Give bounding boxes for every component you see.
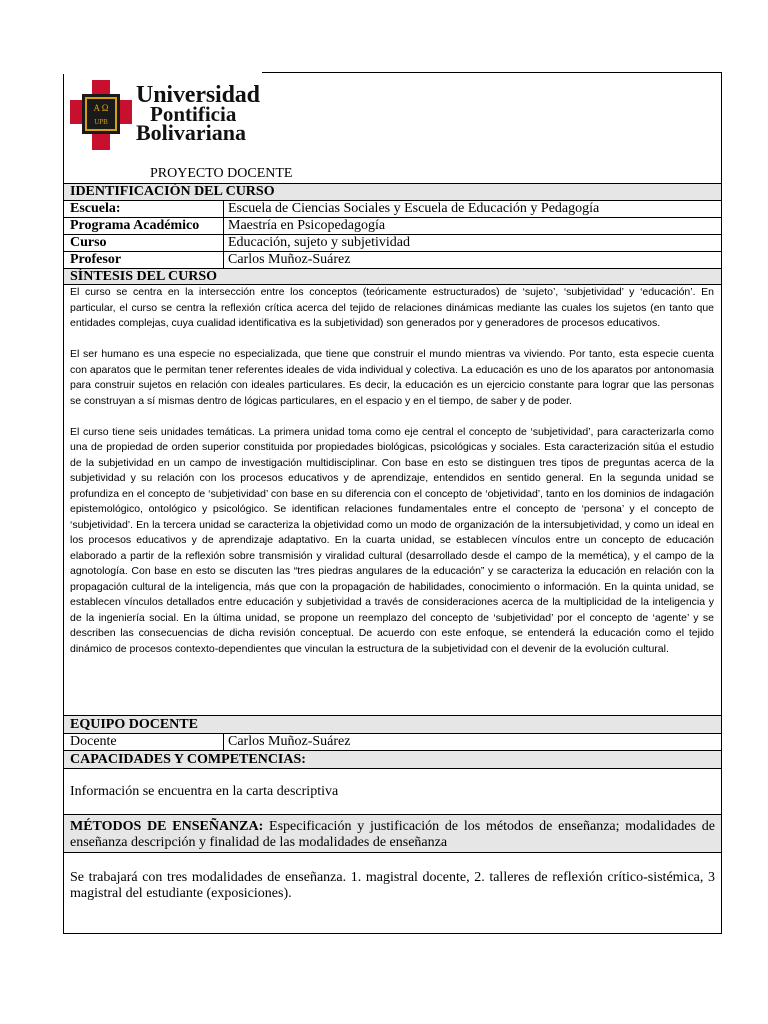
metodos-text: Se trabajará con tres modalidades de enseñanza. 1. magistral docente, 2. talleres de reflexión crítico-sistémica, 3 magistral del estudiante (exposiciones). [64, 852, 721, 933]
row-label: Docente [64, 734, 224, 750]
capacidades-header: CAPACIDADES Y COMPETENCIAS: [64, 750, 721, 768]
metodos-header-row [64, 814, 721, 852]
equipo-header: EQUIPO DOCENTE [64, 715, 721, 733]
table-row [64, 234, 721, 251]
logo-seal-text: UPB [94, 118, 108, 126]
sintesis-body [64, 284, 721, 715]
document-title: PROYECTO DOCENTE [150, 166, 293, 181]
svg-text:A Ω: A Ω [93, 103, 109, 113]
row-label: Programa Académico [64, 218, 224, 234]
row-value: Educación, sujeto y subjetividad [228, 235, 410, 250]
logo-line-2: Pontificia [150, 102, 237, 126]
sintesis-paragraph: El curso tiene seis unidades temáticas. La primera unidad toma como eje central el concepto de ‘subjetividad’, para caracterizarla como una de propiedad de orden superior constituida por propiedades biológicas, psicológicas y sociales. Esta caracterización sitúa el estudio de la subjetividad en un campo de investigación multidisciplinar. Con base en esto se distinguen tres tipos de preguntas acerca de la subjetividad y su relación con los procesos educativos y de aprendizaje, entendidos en sentido general. En la segunda unidad se profundiza en el concepto de ‘subjetividad’ con base en su diferencia con el concepto de ‘objetividad’, tanto en los dominios de indagación epistemológico, ontológico y psicológico. Se identifican relaciones fundamentales entre el concepto de ‘persona’ y el concepto de ‘subjetividad’. En la tercera unidad se caracteriza la objetividad como un modo de organización de la intersubjetividad, y como un ideal en los procesos educativos y de aprendizaje adaptativo. En la cuarta unidad, se establecen vínculos entre un concepto de educación elaborado a partir de la reflexión sobre transmisión y viralidad cultural (desarrollado desde el campo de la memética), y el campo de la agnotología. Con base en esto se discuten las “tres piedras angulares de la educación” y se caracteriza la educación en relación con la propagación cultural de la inteligencia, más que con la propagación de habilidades, conocimiento o información. En la quinta unidad, se establecen vínculos detallados entre educación y subjetividad a través de consideraciones acerca de la multiplicidad de la inteligencia y de la ingeniería social. En la última unidad, se propone un reemplazo del concepto de ‘subjetividad’ por el concepto de ‘agente’ y se describen las consecuencias de dicha revisión conceptual. De acuerdo con este enfoque, se entenderá la educación como el tejido dinámico de procesos contexto-dependientes que vinculan la estructura de la subjetividad con el devenir de la evolución cultural. [70, 425, 714, 655]
row-value: Maestría en Psicopedagogía [228, 218, 386, 233]
capacidades-text: Información se encuentra en la carta descriptiva [64, 768, 721, 814]
row-value: Escuela de Ciencias Sociales y Escuela de Educación y Pedagogía [228, 201, 600, 216]
row-label: Curso [64, 235, 224, 251]
table-row [64, 200, 721, 217]
university-logo [70, 78, 270, 156]
logo-line-1: Universidad [136, 82, 260, 108]
sintesis-paragraph: El curso se centra en la intersección entre los conceptos (teóricamente estructurados) de ‘sujeto’, ‘subjetividad’ y ‘educación’. En particular, el curso se centra la reflexión crítica acerca del tejido de relaciones dinámicas mediante las cuales los sujetos (en tanto que entidades complejas, cuya cualidad identificativa es la subjetividad) son generados por y generadores de procesos educativos. [70, 286, 714, 329]
logo-graphic [70, 78, 270, 156]
sintesis-header: SÍNTESIS DEL CURSO [64, 268, 721, 284]
metodos-description: Especificación y justificación de los métodos de enseñanza; modalidades de enseñanza descripción y finalidad de las modalidades de enseñanza [70, 819, 716, 850]
row-value: Carlos Muñoz-Suárez [228, 252, 351, 267]
logo-line-3: Bolivariana [136, 120, 247, 145]
metodos-header: MÉTODOS DE ENSEÑANZA: [70, 819, 264, 834]
row-value: Carlos Muñoz-Suárez [228, 734, 351, 749]
table-row [64, 733, 721, 750]
table-row [64, 217, 721, 234]
logo-seal-icon [70, 80, 132, 150]
row-label: Escuela: [64, 201, 224, 217]
row-label: Profesor [64, 252, 224, 268]
table-row [64, 251, 721, 268]
identificacion-header: IDENTIFICACIÓN DEL CURSO [64, 183, 721, 200]
logo-backing [63, 71, 262, 74]
sintesis-paragraph: El ser humano es una especie no especializada, que tiene que construir el mundo mientras va viviendo. Por tanto, esta especie cuenta con aparatos que le permitan tener referentes ideales de vida individual y colectiva. La educación es uno de los aparatos por antonomasia para construir sujetos en relación con ideales particulares. Es decir, la educación es un ejercicio constante para lograr que las personas se construyan a sí mismas dentro de lógicas particulares, en el espacio y en el tiempo, de saber y de poder. [70, 348, 714, 407]
